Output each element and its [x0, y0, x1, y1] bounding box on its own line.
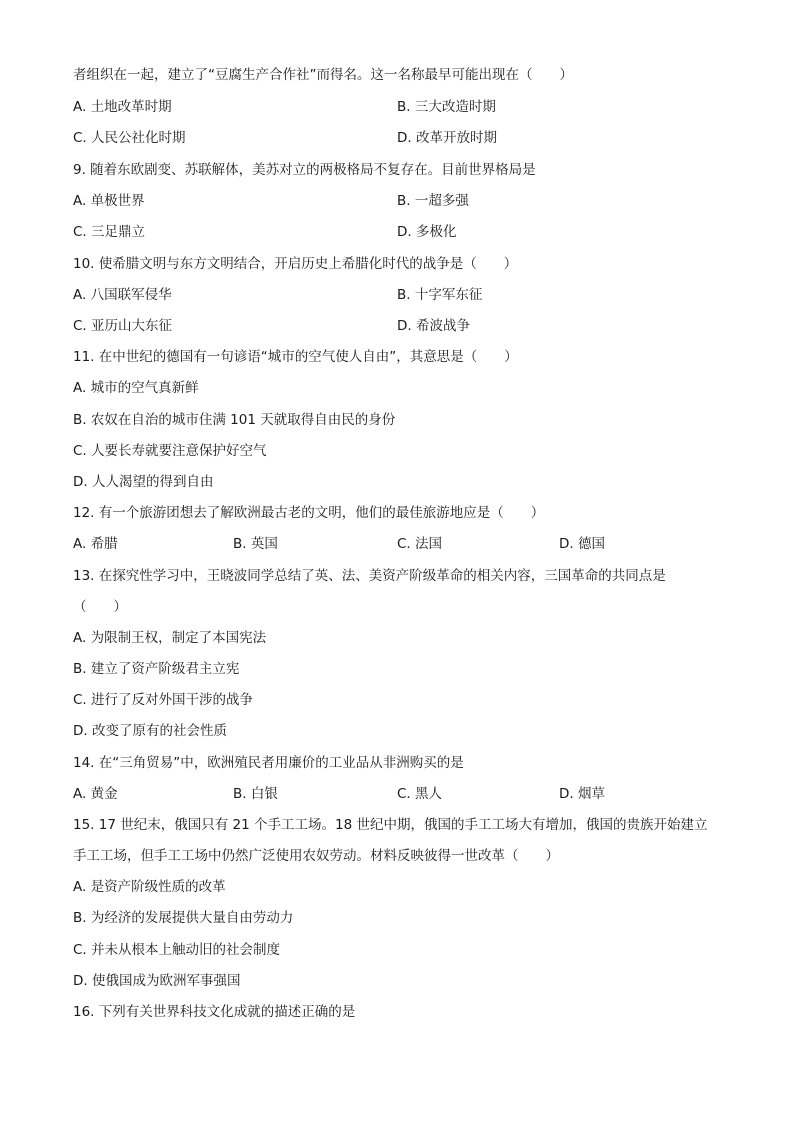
q14-option-b: B. 白银	[233, 786, 278, 802]
q13-option-d: D. 改变了原有的社会性质	[73, 723, 227, 739]
q10-stem: 10. 使希腊文明与东方文明结合，开启历史上希腊化时代的战争是（ ）	[73, 256, 518, 272]
q14-option-a: A. 黄金	[73, 786, 118, 802]
q14-stem: 14. 在“三角贸易”中，欧洲殖民者用廉价的工业品从非洲购买的是	[73, 755, 464, 771]
q16-stem: 16. 下列有关世界科技文化成就的描述正确的是	[73, 1004, 356, 1020]
q9-option-b: B. 一超多强	[397, 193, 469, 209]
q12-option-a: A. 希腊	[73, 536, 118, 552]
q11-option-d: D. 人人渴望的得到自由	[73, 474, 214, 490]
q10-option-c: C. 亚历山大东征	[73, 318, 173, 334]
q8-option-a: A. 土地改革时期	[73, 99, 172, 115]
q10-option-d: D. 希波战争	[397, 318, 470, 334]
q11-option-c: C. 人要长寿就要注意保护好空气	[73, 443, 267, 459]
q15-option-b: B. 为经济的发展提供大量自由劳动力	[73, 910, 294, 926]
q12-option-d: D. 德国	[559, 536, 605, 552]
q15-option-a: A. 是资产阶级性质的改革	[73, 879, 226, 895]
q9-option-a: A. 单极世界	[73, 193, 145, 209]
q15-option-d: D. 使俄国成为欧洲军事强国	[73, 973, 241, 989]
q13-stem: 13. 在探究性学习中，王晓波同学总结了英、法、美资产阶级革命的相关内容，三国革命的共同点是	[73, 568, 666, 584]
q13-option-c: C. 进行了反对外国干涉的战争	[73, 692, 254, 708]
q8-option-c: C. 人民公社化时期	[73, 130, 186, 146]
q11-option-a: A. 城市的空气真新鲜	[73, 380, 199, 396]
q10-option-b: B. 十字军东征	[397, 287, 483, 303]
q11-option-b: B. 农奴在自治的城市住满 101 天就取得自由民的身份	[73, 412, 396, 428]
q15-stem: 15. 17 世纪末，俄国只有 21 个手工工场。18 世纪中期，俄国的手工工场大有增加，俄国的贵族开始建立	[73, 817, 708, 833]
q13-stem-continuation: （ ）	[73, 599, 127, 615]
q9-stem: 9. 随着东欧剧变、苏联解体，美苏对立的两极格局不复存在。目前世界格局是	[73, 162, 536, 178]
q9-option-d: D. 多极化	[397, 224, 457, 240]
q15-option-c: C. 并未从根本上触动旧的社会制度	[73, 942, 281, 958]
q14-option-c: C. 黑人	[397, 786, 443, 802]
q12-option-c: C. 法国	[397, 536, 443, 552]
q9-option-c: C. 三足鼎立	[73, 224, 146, 240]
q10-option-a: A. 八国联军侵华	[73, 287, 172, 303]
q13-option-b: B. 建立了资产阶级君主立宪	[73, 661, 240, 677]
q14-option-d: D. 烟草	[559, 786, 605, 802]
q12-stem: 12. 有一个旅游团想去了解欧洲最古老的文明，他们的最佳旅游地应是（ ）	[73, 505, 545, 521]
q8-stem-continuation: 者组织在一起，建立了“豆腐生产合作社”而得名。这一名称最早可能出现在（ ）	[73, 67, 573, 83]
q12-option-b: B. 英国	[233, 536, 278, 552]
q13-option-a: A. 为限制王权，制定了本国宪法	[73, 630, 267, 646]
q11-stem: 11. 在中世纪的德国有一句谚语“城市的空气使人自由”，其意思是（ ）	[73, 349, 518, 365]
q8-option-b: B. 三大改造时期	[397, 99, 496, 115]
q8-option-d: D. 改革开放时期	[397, 130, 497, 146]
q15-stem-continuation: 手工工场，但手工工场中仍然广泛使用农奴劳动。材料反映彼得一世改革（ ）	[73, 848, 559, 864]
